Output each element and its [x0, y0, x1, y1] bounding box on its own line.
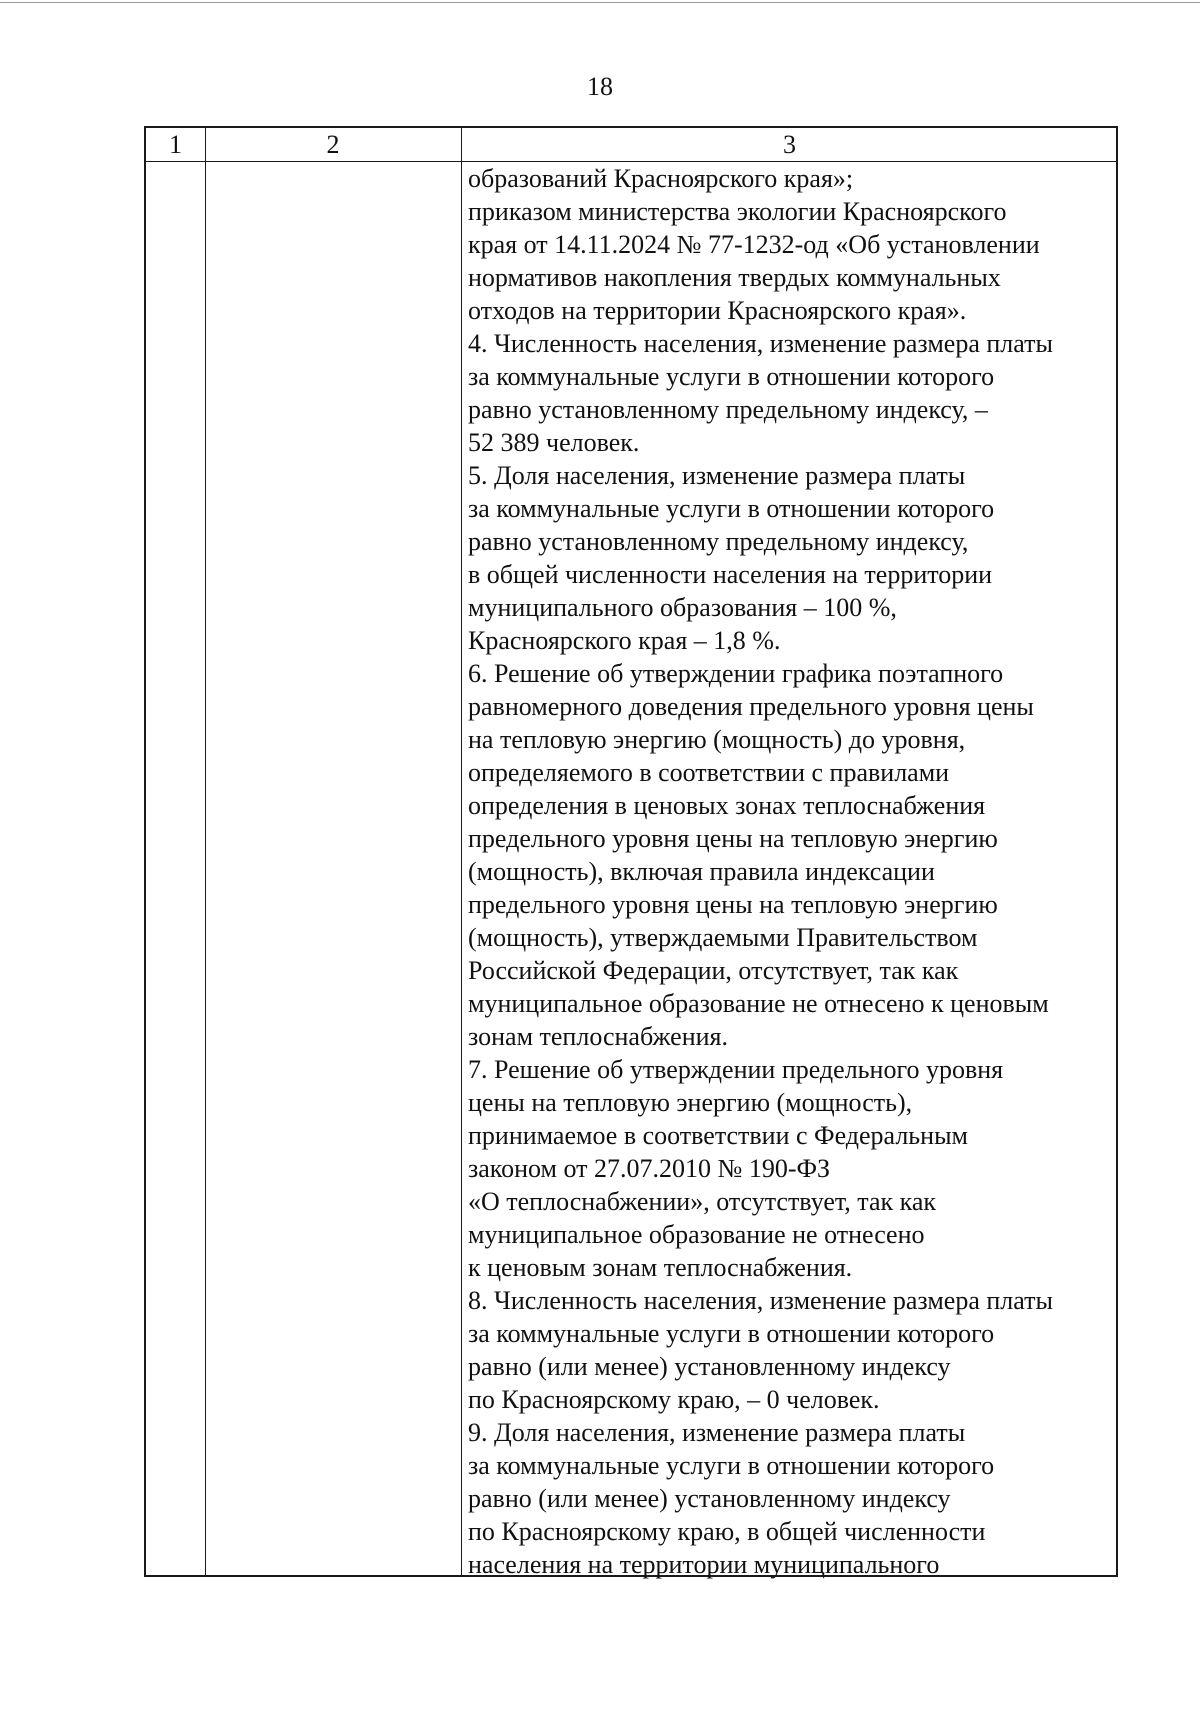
- text-line: за коммунальные услуги в отношении которого: [468, 362, 995, 391]
- text-line: равно (или менее) установленному индексу: [468, 1484, 951, 1513]
- text-line: по Красноярскому краю, в общей численности: [468, 1517, 986, 1546]
- text-line: Красноярского края – 1,8 %.: [468, 626, 781, 655]
- document-table: [144, 126, 1118, 1577]
- text-line: за коммунальные услуги в отношении которого: [468, 1451, 995, 1480]
- text-line: равно (или менее) установленному индексу: [468, 1352, 951, 1381]
- text-line: равно установленному предельному индексу, –: [468, 395, 988, 424]
- text-line: на тепловую энергию (мощность) до уровня,: [468, 725, 966, 754]
- text-line: равно установленному предельному индексу,: [468, 527, 969, 556]
- text-line: 52 389 человек.: [468, 428, 640, 457]
- text-line: предельного уровня цены на тепловую энергию: [468, 890, 998, 919]
- column-3-text: [468, 162, 1116, 1581]
- text-line: цены на тепловую энергию (мощность),: [468, 1088, 913, 1117]
- text-line: в общей численности населения на территории: [468, 560, 993, 589]
- column-header-2: 2: [326, 130, 340, 159]
- text-line: равномерного доведения предельного уровня цены: [468, 692, 1034, 721]
- text-line: 4. Численность населения, изменение размера платы: [468, 329, 1053, 358]
- text-line: определения в ценовых зонах теплоснабжения: [468, 791, 986, 820]
- text-line: 8. Численность населения, изменение размера платы: [468, 1286, 1053, 1315]
- text-line: 7. Решение об утверждении предельного уровня: [468, 1055, 1004, 1084]
- text-line: зонам теплоснабжения.: [468, 1022, 728, 1051]
- text-line: образований Красноярского края»;: [468, 164, 854, 193]
- text-line: (мощность), включая правила индексации: [468, 857, 935, 886]
- text-line: 9. Доля населения, изменение размера платы: [468, 1418, 966, 1447]
- text-line: за коммунальные услуги в отношении которого: [468, 494, 995, 523]
- text-line: Российской Федерации, отсутствует, так как: [468, 956, 959, 985]
- column-divider-1: [205, 128, 206, 1575]
- text-line: 6. Решение об утверждении графика поэтапного: [468, 659, 1004, 688]
- text-line: 5. Доля населения, изменение размера платы: [468, 461, 966, 490]
- text-line: муниципального образования – 100 %,: [468, 593, 897, 622]
- text-line: к ценовым зонам теплоснабжения.: [468, 1253, 853, 1282]
- text-line: нормативов накопления твердых коммунальных: [468, 263, 1001, 292]
- column-divider-2: [461, 128, 462, 1575]
- page-number: 18: [587, 72, 613, 101]
- text-line: (мощность), утверждаемыми Правительством: [468, 923, 978, 952]
- text-line: предельного уровня цены на тепловую энергию: [468, 824, 998, 853]
- text-line: за коммунальные услуги в отношении которого: [468, 1319, 995, 1348]
- text-line: приказом министерства экологии Красноярского: [468, 197, 1007, 226]
- text-line: населения на территории муниципального: [468, 1550, 940, 1579]
- page-top-edge: [0, 2, 1200, 3]
- text-line: края от 14.11.2024 № 77-1232-од «Об установлении: [468, 230, 1040, 259]
- text-line: отходов на территории Красноярского края».: [468, 296, 967, 325]
- column-header-3: 3: [783, 130, 796, 159]
- text-line: муниципальное образование не отнесено к ценовым: [468, 989, 1049, 1018]
- text-line: по Красноярскому краю, – 0 человек.: [468, 1385, 880, 1414]
- text-line: определяемого в соответствии с правилами: [468, 758, 950, 787]
- text-line: муниципальное образование не отнесено: [468, 1220, 925, 1249]
- text-line: «О теплоснабжении», отсутствует, так как: [468, 1187, 937, 1216]
- text-line: принимаемое в соответствии с Федеральным: [468, 1121, 968, 1150]
- text-line: законом от 27.07.2010 № 190-ФЗ: [468, 1154, 831, 1183]
- column-header-1: 1: [169, 130, 182, 159]
